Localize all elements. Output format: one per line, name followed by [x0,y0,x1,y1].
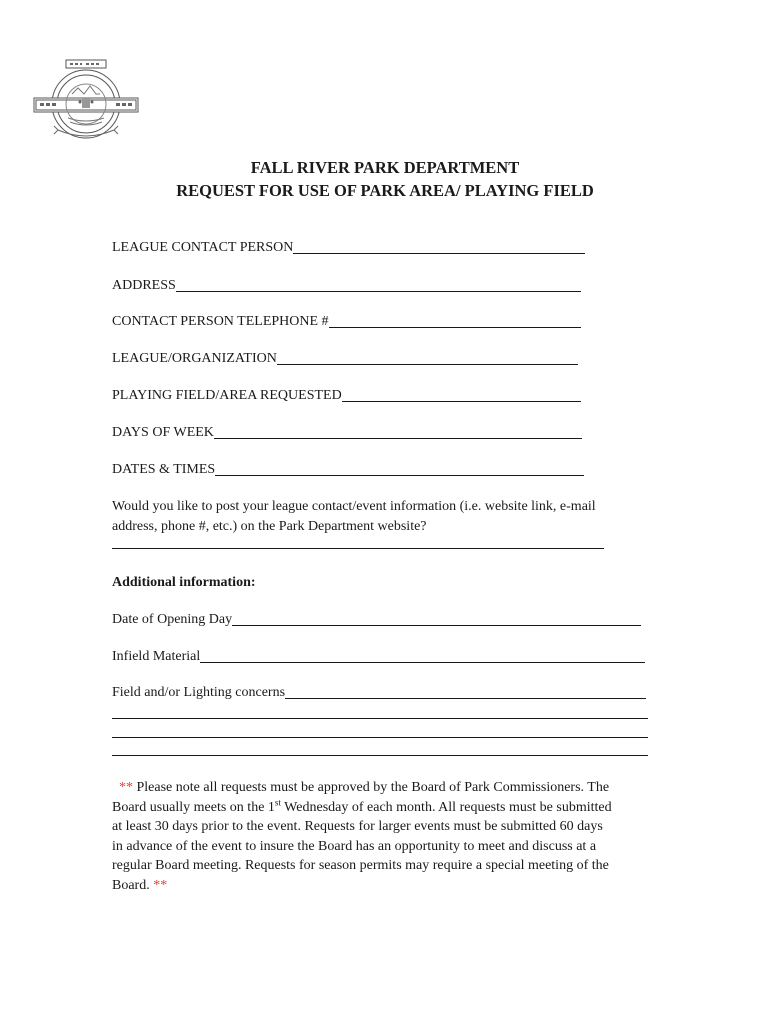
infield-material-label: Infield Material [112,649,201,664]
form-title-line-2: REQUEST FOR USE OF PARK AREA/ PLAYING FIELD [176,181,594,200]
park-department-seal-logo [32,58,140,144]
address-field [112,277,581,295]
lighting-concerns-input[interactable] [285,698,646,699]
website-question [112,497,672,536]
league-contact-person-field [112,239,585,257]
website-question-line-2: address, phone #, etc.) on the Park Department website? [112,518,427,534]
lighting-concerns-label: Field and/or Lighting concerns [112,685,286,700]
league-organization-input[interactable] [277,364,578,365]
website-answer-input[interactable] [112,548,604,549]
days-of-week-input[interactable] [214,438,582,439]
approval-notice [112,778,672,895]
notice-line: regular Board meeting. Requests for season permits may require a special meeting of the [112,858,609,873]
lighting-concerns-extra-line[interactable] [112,737,648,738]
lighting-concerns-field [112,684,646,702]
contact-telephone-input[interactable] [329,327,581,328]
opening-day-input[interactable] [232,625,641,626]
notice-stars-end: ** [153,877,168,893]
playing-field-requested-label: PLAYING FIELD/AREA REQUESTED [112,388,342,403]
playing-field-requested-input[interactable] [342,401,581,402]
notice-line: at least 30 days prior to the event. Requests for larger events must be submitted 60 days [112,819,603,834]
address-input[interactable] [176,291,581,292]
days-of-week-field [112,424,582,442]
infield-material-field [112,648,645,666]
dates-times-input[interactable] [215,475,584,476]
form-title [0,156,770,202]
notice-line: ** Please note all requests must be approved by the Board of Park Commissioners. The [119,780,610,795]
contact-telephone-field [112,313,581,331]
website-question-line-1: Would you like to post your league contact/event information (i.e. website link, e-mail [112,499,596,514]
playing-field-requested-field [112,387,581,405]
notice-line: Board. ** [112,877,168,893]
infield-material-input[interactable] [200,662,645,663]
lighting-concerns-extra-line[interactable] [112,755,648,756]
league-contact-person-label: LEAGUE CONTACT PERSON [112,240,294,255]
notice-line: in advance of the event to insure the Board has an opportunity to meet and discuss at a [112,838,597,854]
lighting-concerns-extra-line[interactable] [112,718,648,719]
notice-line: Board usually meets on the 1st Wednesday of each month. All requests must be submitted [112,796,612,815]
dates-times-field [112,461,584,479]
dates-times-label: DATES & TIMES [112,462,216,477]
league-contact-person-input[interactable] [293,253,585,254]
league-organization-label: LEAGUE/ORGANIZATION [112,351,277,366]
notice-stars-start: ** [119,780,133,795]
league-organization-field [112,350,578,368]
opening-day-label: Date of Opening Day [112,612,233,627]
additional-information-heading: Additional information: [112,575,256,590]
contact-telephone-label: CONTACT PERSON TELEPHONE # [112,314,329,329]
address-label: ADDRESS [112,278,176,293]
form-title-line-1: FALL RIVER PARK DEPARTMENT [250,158,520,177]
days-of-week-label: DAYS OF WEEK [112,425,214,440]
opening-day-field [112,611,641,629]
